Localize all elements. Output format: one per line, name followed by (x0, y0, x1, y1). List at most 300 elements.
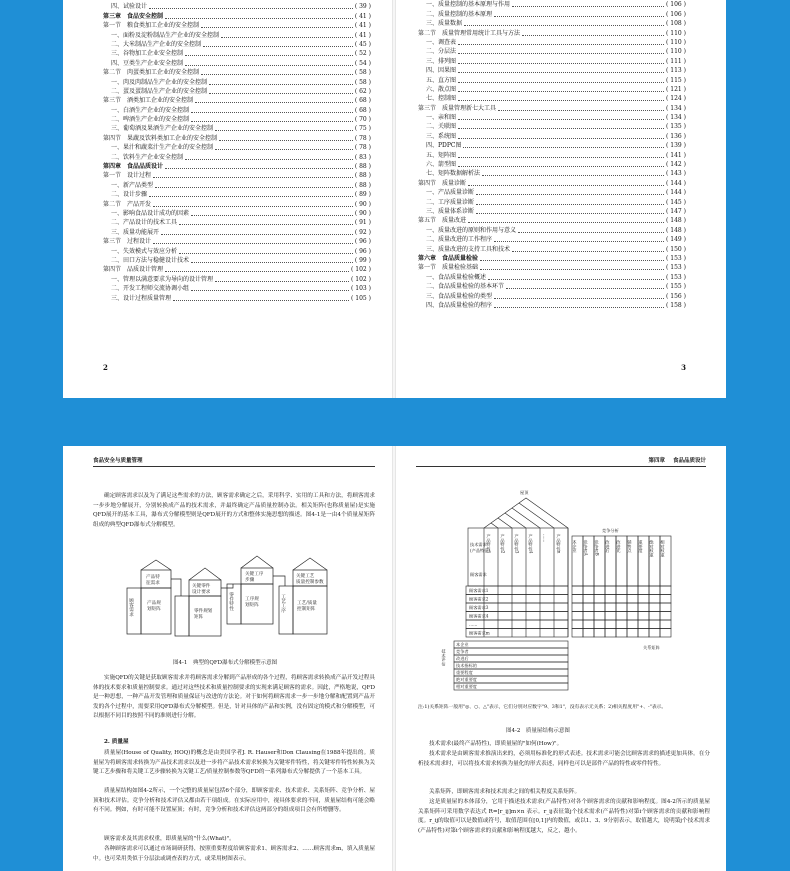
competition-col-label: 改进比 (616, 540, 622, 553)
toc-entry-label: 三、质量功能展开 (111, 228, 160, 236)
toc-entry-label: 一、管理以满意要求为导向的设计管理 (111, 275, 214, 283)
toc-entry-page: ( 153 ) (666, 254, 686, 262)
toc-leader-dots (458, 53, 664, 54)
toc-leader-dots (458, 119, 664, 120)
toc-entry-label: 三、葡萄酒及果酒生产企业的安全控制 (111, 125, 214, 133)
diagram-box (572, 629, 583, 638)
paragraph: 实施QFD的关键是获取顾客需求并将顾客需求分解到产品形成的各个过程，将顾客需求转换成产品开发过程具体的技术要求和质量控制要求。通过对这些技术和质量控制要求的实现来满足顾客的需求。因此，严格地说，QFD是一种思想，一种产品开发管理和质量保证与改进的方法论。对于如何将顾客需求一步一步地分解和配置到产品开发的各个过程中，需要采用QFD瀑布式分解模型。但是，针对具体的产品和实例，没有固定的模式和分解模型，可以根据不同目的按照不同的准则进行分解。 (93, 675, 375, 720)
toc-leader-dots (185, 159, 353, 160)
toc-entry-page: ( 45 ) (354, 40, 371, 48)
toc-list-right (418, 0, 686, 310)
toc-entry (103, 180, 371, 189)
toc-entry-label: 一、质量改进的原则和作用与意义 (426, 226, 517, 234)
toc-entry (418, 9, 686, 18)
paragraph: 质量屋(House of Quality, HOQ)的概念是由美国学者J. R. Hauser和Don Clausing在1988年提出的。质量屋为将顾客需求转换为产品技术需求以及进一步将产品技术需求转换为关键零件特性，将关键零件特性转换为关键工艺步骤和将关键工艺步骤转换为关键工艺/质量控制参数等QFD的一系列瀑布式分解提供了一个基本工具。 (93, 750, 375, 776)
toc-entry-label: 三、谷物加工企业安全控制 (111, 50, 184, 58)
toc-leader-dots (518, 232, 664, 233)
toc-entry-page: ( 108 ) (666, 20, 686, 28)
toc-entry-label: 第二节 质量管理常用统计工具与方法 (418, 29, 521, 37)
toc-leader-dots (494, 298, 664, 299)
toc-entry-page: ( 90 ) (354, 200, 371, 208)
toc-leader-dots (458, 138, 664, 139)
toc-entry-label: 一、白酒生产企业的安全控制 (111, 106, 190, 114)
toc-entry-page: ( 58 ) (354, 78, 371, 86)
diagram-box (466, 620, 568, 629)
diagram-box (649, 629, 660, 638)
toc-entry-page: ( 158 ) (666, 301, 686, 309)
text-spread (63, 446, 726, 871)
toc-leader-dots (191, 215, 353, 216)
toc-entry-label: 三、质量改进的支持工具和技术 (426, 245, 511, 253)
toc-entry (103, 190, 371, 199)
paragraph: 顾客需求及其需求权重，即质量屋的"什么(What)"。 (104, 836, 235, 842)
toc-entry-label: 四、豆类生产企业安全控制 (111, 59, 184, 67)
toc-leader-dots (458, 128, 664, 129)
diagram-box (605, 629, 616, 638)
competition-label: 竞争分析 (602, 528, 619, 533)
toc-entry-label: 第五节 质量改进 (418, 217, 467, 225)
toc-entry-label: 二、饮料生产企业安全控制 (111, 153, 184, 161)
toc-entry-label: 五、矩阵图 (426, 151, 457, 159)
toc-entry-page: ( 115 ) (666, 76, 686, 84)
toc-entry-label: 一、肉及肉制品生产企业的安全控制 (111, 78, 208, 86)
toc-entry-label: 二、田口方法与稳健设计技术 (111, 256, 190, 264)
toc-leader-dots (458, 157, 664, 158)
toc-leader-dots (149, 196, 353, 197)
toc-leader-dots (185, 65, 353, 66)
toc-leader-dots (458, 100, 664, 101)
toc-entry-page: ( 68 ) (354, 97, 371, 105)
roof-outline (484, 498, 568, 528)
diagram-box (638, 620, 649, 629)
toc-entry (418, 235, 686, 244)
tech-item-label: 产品特性1 (486, 534, 492, 554)
toc-entry-label: 二、啤酒生产企业的安全控制 (111, 116, 190, 124)
toc-entry (418, 197, 686, 206)
toc-leader-dots (161, 234, 353, 235)
toc-entry-label: 第三章 食品安全控制 (103, 12, 164, 20)
toc-entry (103, 246, 371, 255)
toc-entry (103, 105, 371, 114)
toc-entry-label: 二、开发工程师交流协调小组 (111, 285, 190, 293)
flow-label: 质量控制参数 (296, 580, 324, 585)
toc-entry-page: ( 142 ) (666, 161, 686, 169)
toc-entry-page: ( 88 ) (354, 163, 371, 171)
toc-entry-label: 二、蛋及蛋制品生产企业的安全控制 (111, 87, 208, 95)
toc-leader-dots (464, 25, 664, 26)
toc-entry (418, 94, 686, 103)
customer-need-label: 顾客需求m (469, 630, 490, 636)
diagram-box (594, 586, 605, 595)
diagram-box (572, 612, 583, 621)
diagram-box (649, 586, 660, 595)
diagram-box (594, 620, 605, 629)
toc-entry (418, 244, 686, 253)
toc-entry (418, 66, 686, 75)
toc-entry-page: ( 62 ) (354, 87, 371, 95)
toc-entry (418, 56, 686, 65)
toc-entry (418, 282, 686, 291)
toc-list-left (103, 2, 371, 303)
toc-leader-dots (173, 300, 349, 301)
diagram-box (616, 620, 627, 629)
toc-leader-dots (179, 253, 353, 254)
diagram-box (649, 603, 660, 612)
toc-leader-dots (458, 82, 664, 83)
toc-leader-dots (191, 121, 353, 122)
toc-entry-label: 一、亲和图 (426, 114, 457, 122)
toc-leader-dots (458, 63, 664, 64)
toc-entry-label: 三、食品质量检验的类型 (426, 292, 493, 300)
toc-entry-label: 第一节 设计过程 (103, 172, 152, 180)
toc-entry-page: ( 111 ) (666, 57, 686, 65)
paragraph: 技术需求(最终产品特性)，即质量屋的"如何(How)"。 (429, 741, 563, 747)
diagram-box (594, 612, 605, 621)
diagram-box (605, 603, 616, 612)
toc-entry-page: ( 96 ) (354, 247, 371, 255)
toc-entry (418, 103, 686, 112)
toc-leader-dots (468, 185, 664, 186)
toc-entry (418, 178, 686, 187)
toc-entry-label: 二、大米制品生产企业的安全控制 (111, 40, 202, 48)
diagram-box (638, 603, 649, 612)
tech-item-label: …… (542, 534, 548, 543)
toc-entry-label: 第四章 食品品质设计 (103, 163, 164, 171)
diagram-box (627, 620, 638, 629)
diagram-box (627, 595, 638, 604)
toc-entry (103, 209, 371, 218)
toc-entry-label: 第一节 质量检验基础 (418, 264, 479, 272)
toc-leader-dots (165, 271, 349, 272)
toc-entry (418, 188, 686, 197)
toc-entry (418, 207, 686, 216)
house-of-quality-figure (410, 488, 710, 700)
toc-entry (418, 131, 686, 140)
toc-leader-dots (458, 91, 664, 92)
toc-entry (103, 227, 371, 236)
toc-leader-dots (512, 6, 664, 7)
flow-label: 产品规 (147, 601, 161, 606)
toc-entry-page: ( 156 ) (666, 292, 686, 300)
toc-entry-label: 二、产品设计的技术工具 (111, 219, 178, 227)
toc-entry (103, 77, 371, 86)
diagram-box (605, 595, 616, 604)
flow-label: 关键工艺 (296, 574, 315, 579)
toc-entry-label: 一、失效模式与效应分析 (111, 247, 178, 255)
toc-entry-page: ( 102 ) (351, 266, 371, 274)
diagram-box (583, 620, 594, 629)
diagram-box (627, 586, 638, 595)
toc-entry-label: 四、PDPC图 (426, 142, 462, 150)
diagram-box (583, 612, 594, 621)
toc-entry-page: ( 83 ) (354, 153, 371, 161)
flow-label: 划矩阵 (147, 607, 161, 612)
toc-entry (103, 162, 371, 171)
toc-entry-label: 二、食品质量检验的基本环节 (426, 283, 505, 291)
toc-entry-label: 二、关联图 (426, 123, 457, 131)
toc-entry-page: ( 68 ) (354, 106, 371, 114)
toc-entry-page: ( 147 ) (666, 207, 686, 215)
toc-entry (418, 75, 686, 84)
toc-entry-label: 第四节 果蔬及饮料类加工企业的安全控制 (103, 134, 218, 142)
toc-entry (103, 199, 371, 208)
flow-label: 设计要求 (192, 590, 211, 595)
toc-entry-label: 二、质量控制的基本原理 (426, 10, 493, 18)
toc-entry-label: 四、因果图 (426, 67, 457, 75)
toc-entry (103, 218, 371, 227)
flow-label: 工艺工序 (280, 594, 286, 613)
toc-entry (103, 96, 371, 105)
toc-entry (103, 256, 371, 265)
toc-entry-page: ( 153 ) (666, 264, 686, 272)
diagram-line (512, 508, 540, 528)
toc-entry-label: 三、设计过程质量管理 (111, 294, 172, 302)
toc-entry-page: ( 41 ) (354, 12, 371, 20)
toc-entry (103, 293, 371, 302)
toc-entry (418, 28, 686, 37)
toc-entry-label: 一、新产品类型 (111, 181, 154, 189)
toc-entry (418, 216, 686, 225)
diagram-box (583, 595, 594, 604)
toc-entry (418, 160, 686, 169)
toc-entry-page: ( 145 ) (666, 198, 686, 206)
toc-entry-page: ( 105 ) (351, 294, 371, 302)
toc-entry-page: ( 78 ) (354, 144, 371, 152)
diagram-box (627, 629, 638, 638)
tech-label: (产品特征) (470, 548, 491, 553)
toc-entry-page: ( 91 ) (354, 219, 371, 227)
toc-entry-page: ( 144 ) (666, 179, 686, 187)
toc-entry (103, 58, 371, 67)
toc-leader-dots (149, 8, 353, 9)
toc-entry (103, 152, 371, 161)
toc-entry-label: 四、试验设计 (111, 3, 148, 11)
toc-entry-label: 二、分层法 (426, 48, 457, 56)
diagram-box (660, 595, 671, 604)
diagram-box (638, 595, 649, 604)
toc-entry (418, 225, 686, 234)
toc-entry-page: ( 141 ) (666, 151, 686, 159)
diagram-box (454, 648, 568, 655)
toc-entry (418, 85, 686, 94)
toc-entry (103, 284, 371, 293)
paragraph: 这是质量屋的本体部分，它用于描述技术需求(产品特性)对各个顾客需求的贡献和影响程度。图4-2所示的质量屋关系矩阵可采用数学表达式 R=[r_ij]m×n 表示。r_ij表征第j个技术需求(产品特性)对第i个顾客需求的贡献和影响程度。r_ij的取值可以是数值或符号，取值范围在[0,1]内的数值，或以1、3、9分别表示，取值越大，说明第j个技术需求(产品特性)对第i个顾客需求的贡献和影响程度越大，反之，越小。 (418, 799, 710, 834)
diagram-box (583, 586, 594, 595)
toc-entry-page: ( 113 ) (666, 67, 686, 75)
customer-need-label: 顾客需求3 (469, 605, 489, 610)
toc-leader-dots (185, 55, 353, 56)
tech-eval-row-label: 相对重要度 (456, 684, 477, 689)
flow-label: 产品特 (146, 575, 160, 580)
toc-entry-page: ( 88 ) (354, 181, 371, 189)
toc-leader-dots (215, 130, 353, 131)
toc-entry-label: 二、设计步骤 (111, 191, 148, 199)
toc-entry-page: ( 54 ) (354, 59, 371, 67)
competition-col-label: 重要度 (638, 540, 644, 553)
diagram-line (519, 503, 554, 528)
toc-leader-dots (201, 74, 353, 75)
toc-entry-page: ( 52 ) (354, 50, 371, 58)
toc-leader-dots (494, 16, 664, 17)
toc-entry-page: ( 135 ) (666, 123, 686, 131)
toc-entry-page: ( 70 ) (354, 116, 371, 124)
diagram-box (638, 612, 649, 621)
toc-leader-dots (476, 204, 664, 205)
toc-leader-dots (494, 241, 664, 242)
diagram-box (572, 595, 583, 604)
toc-entry-page: ( 75 ) (354, 125, 371, 133)
diagram-box (616, 612, 627, 621)
tech-label: 技术需求 (470, 542, 487, 547)
toc-entry-label: 六、箭型图 (426, 161, 457, 169)
flow-label: 零件特性 (228, 592, 234, 611)
flow-label: 步骤 (245, 578, 255, 583)
toc-entry-page: ( 148 ) (666, 217, 686, 225)
diagram-box (605, 586, 616, 595)
flow-label: 零件规划 (194, 609, 213, 614)
tech-eval-row-label: 技术指标的 (456, 663, 477, 668)
diagram-box (583, 603, 594, 612)
toc-leader-dots (153, 243, 353, 244)
toc-entry-page: ( 88 ) (354, 172, 371, 180)
toc-entry (103, 68, 371, 77)
toc-entry (418, 169, 686, 178)
running-head-right (416, 456, 706, 467)
toc-entry-label: 四、食品质量检验的程序 (426, 301, 493, 309)
toc-entry-label: 二、质量改进的工作程序 (426, 236, 493, 244)
toc-entry (418, 113, 686, 122)
toc-leader-dots (476, 194, 664, 195)
diagram-box (616, 586, 627, 595)
toc-entry-label: 三、质量体系诊断 (426, 207, 475, 215)
toc-leader-dots (203, 46, 353, 47)
page-number-left: 2 (103, 363, 108, 372)
section-heading: 2. 质量屋 (104, 739, 129, 745)
paragraph: 质量屋结构如图4-2所示，一个完整的质量屋包括6个部分，即顾客需求、技术需求、关系矩阵、竞争分析、屋顶和技术评估。竞争分析和技术评估又都由若干项组成。在实际应用中，视具体要求的不同，质量屋结构可能会略有不同。例如，有时可能不设置屋顶；有时，竞争分析和技术评估这两部分的组成项目会有所增删等。 (93, 788, 375, 814)
toc-leader-dots (476, 213, 664, 214)
toc-leader-dots (191, 262, 353, 263)
flow-label: 关键工序 (245, 572, 264, 577)
toc-entry (418, 254, 686, 263)
toc-entry-page: ( 106 ) (666, 1, 686, 9)
toc-entry (418, 291, 686, 300)
flow-label: 控制矩阵 (297, 607, 316, 612)
diagram-box (605, 620, 616, 629)
toc-entry-page: ( 110 ) (666, 48, 686, 56)
toc-leader-dots (165, 168, 353, 169)
diagram-box (572, 586, 583, 595)
competition-col-label: 绝对权重 (649, 540, 655, 557)
tech-eval-row-label: 绝对重要度 (456, 677, 477, 682)
toc-entry-label: 一、调查表 (426, 38, 457, 46)
tech-eval-row-label: 本企业 (456, 642, 469, 647)
toc-entry-page: ( 134 ) (666, 104, 686, 112)
toc-leader-dots (498, 110, 664, 111)
flow-label: 划矩阵 (245, 603, 259, 608)
flow-label: 关键零件 (192, 584, 211, 589)
toc-entry-label: 第三节 过程设计 (103, 238, 152, 246)
toc-entry (103, 11, 371, 20)
competition-col-label: 销售点 (627, 540, 633, 553)
toc-leader-dots (463, 147, 664, 148)
diagram-box (660, 612, 671, 621)
paragraph: 各种顾客需求可以通过市场调研获得，按照重要程度给顾客需求1、顾客需求2、……顾客需求m，填入质量屋中。也可采用类似于分层法或调查表的方式，或采用树图表示。 (93, 846, 375, 862)
paragraph: 关系矩阵，即顾客需求和技术需求之间的相关程度关系矩阵。 (429, 789, 581, 795)
toc-entry (418, 38, 686, 47)
toc-leader-dots (165, 18, 353, 19)
toc-leader-dots (512, 251, 664, 252)
diagram-box (454, 641, 568, 648)
tech-item-label: 产品特性3 (514, 534, 520, 554)
toc-entry-label: 五、直方图 (426, 76, 457, 84)
toc-entry-label: 六、散点图 (426, 85, 457, 93)
toc-spread (63, 0, 726, 398)
toc-entry (418, 150, 686, 159)
competition-col-label: 竞争者B (594, 540, 600, 556)
toc-entry-label: 第二节 肉蛋类加工企业的安全控制 (103, 69, 200, 77)
toc-entry-page: ( 144 ) (666, 189, 686, 197)
flow-label: 矩阵 (194, 615, 204, 620)
toc-entry-page: ( 124 ) (666, 95, 686, 103)
toc-entry-label: 一、果汁和蔬菜汁生产企业的安全控制 (111, 144, 214, 152)
toc-entry (418, 301, 686, 310)
diagram-box (594, 595, 605, 604)
toc-entry-page: ( 78 ) (354, 134, 371, 142)
toc-entry-page: ( 139 ) (666, 142, 686, 150)
toc-leader-dots (209, 84, 353, 85)
toc-entry (103, 40, 371, 49)
toc-entry-label: 第六章 食品质量检验 (418, 254, 479, 262)
page-number-right: 3 (681, 363, 686, 372)
diagram-box (572, 620, 583, 629)
toc-leader-dots (201, 27, 353, 28)
diagram-box (649, 620, 660, 629)
toc-entry-page: ( 134 ) (666, 114, 686, 122)
toc-entry-label: 第四节 品质设计管理 (103, 266, 164, 274)
toc-entry-label: 二、工序质量诊断 (426, 198, 475, 206)
diagram-box (638, 586, 649, 595)
toc-entry-label: 第四节 质量诊断 (418, 179, 467, 187)
toc-entry (103, 87, 371, 96)
diagram-box (649, 595, 660, 604)
toc-entry (103, 21, 371, 30)
diagram-box (660, 603, 671, 612)
toc-page-left (63, 0, 393, 398)
toc-entry (103, 171, 371, 180)
tech-item-label: 产品特性2 (500, 534, 506, 554)
diagram-line (498, 518, 512, 528)
toc-leader-dots (215, 149, 353, 150)
diagram-line (505, 513, 526, 528)
toc-entry (103, 133, 371, 142)
diagram-box (605, 612, 616, 621)
customer-label: 顾客需求 (470, 572, 487, 577)
toc-entry-page: ( 41 ) (354, 22, 371, 30)
diagram-box (572, 603, 583, 612)
tech-eval-row-label: 重要程度 (456, 670, 473, 675)
toc-entry-page: ( 136 ) (666, 132, 686, 140)
tech-item-label: 产品特性4 (528, 534, 534, 554)
toc-entry-page: ( 155 ) (666, 283, 686, 291)
paragraph: 确定顾客需求以及为了满足这些需求的方法，顾客需求确定之后，采用科学、实用的工具和方法，将顾客需求一步步地分解展开，分别转换成产品的技术需求，并最终确定产品质量控制办法。相关矩阵(也称质量屋)是实施QFD展开的基本工具，瀑布式分解模型则是QFD展开的方式和整体实施思想的描述。图4-1是一由4个质量屋矩阵组成的典型QFD瀑布式分解模型。 (93, 493, 375, 528)
diagram-box (638, 629, 649, 638)
toc-leader-dots (191, 112, 353, 113)
tech-eval-label: 技术评估 (441, 649, 447, 666)
text-page-right (396, 446, 726, 871)
toc-leader-dots (482, 175, 664, 176)
toc-entry-label: 三、排列图 (426, 57, 457, 65)
toc-entry (418, 141, 686, 150)
